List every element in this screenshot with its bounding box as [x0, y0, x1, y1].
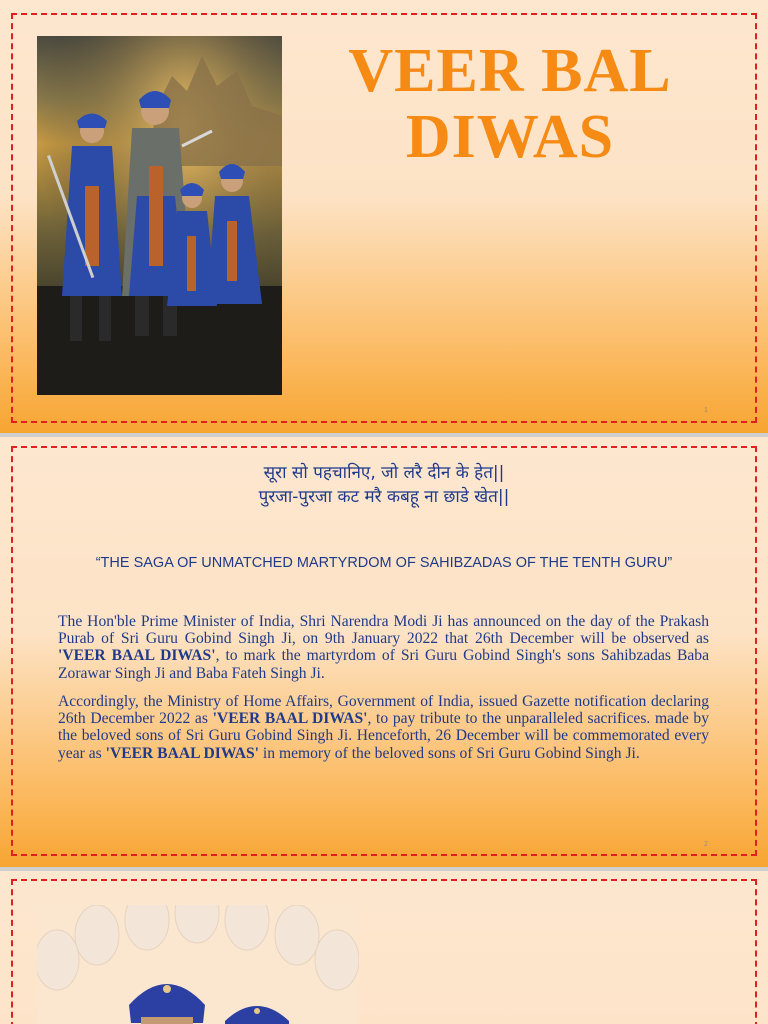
paragraph-1 — [58, 613, 709, 682]
paragraph-2-highlight-2: 'VEER BAAL DIWAS' — [105, 744, 260, 762]
paragraph-2 — [58, 693, 709, 762]
title-line-2: DIWAS — [405, 103, 615, 171]
paragraph-2-highlight-1: 'VEER BAAL DIWAS' — [212, 710, 368, 728]
paragraph-1-text-c: , to mark the martyrdom of Sri Guru Gobind Singh's sons Sahibzadas Baba Zorawar Singh Ji and Baba Fateh Singh Ji. — [58, 647, 709, 682]
sahibzadas-illustration — [37, 36, 282, 395]
page-number: 1 — [704, 407, 708, 414]
sahibzadas-portrait-image — [37, 905, 359, 1024]
hindi-verse-line-2: पुरजा-पुरजा कट मरै कबहू ना छाडे खेत|| — [258, 487, 510, 507]
paragraph-1-text-a: The Hon'ble Prime Minister of India, Shri Narendra Modi Ji has announced on the day of the Prakash Purab of Sri Guru Gobind Singh Ji, on 9th January 2022 that 26th December will be observed as — [58, 613, 709, 648]
title-line-1: VEER BAL — [348, 37, 672, 105]
hindi-verse-line-1: सूरा सो पहचानिए, जो लरै दीन के हेत|| — [263, 463, 505, 483]
slide-2 — [0, 437, 768, 867]
page-title — [300, 38, 720, 170]
paragraph-2-text-a: Accordingly, the Ministry of Home Affairs, Government of India, issued Gazette notification declaring 26th December 2022 as — [58, 693, 709, 728]
slide-1 — [0, 0, 768, 433]
paragraph-2-text-e: in memory of the beloved sons of Sri Guru Gobind Singh Ji. — [259, 744, 640, 762]
saga-heading: “THE SAGA OF UNMATCHED MARTYRDOM OF SAHIBZADAS OF THE TENTH GURU” — [95, 555, 673, 571]
page-number: 2 — [704, 841, 708, 848]
paragraph-1-highlight: 'VEER BAAL DIWAS' — [58, 647, 216, 665]
slide-3 — [0, 871, 768, 1024]
paragraph-2-text-c: , to pay tribute to the unparalleled sacrifices. made by the beloved sons of Sri Guru Gobind Singh Ji. Henceforth, 26 December will be commemorated every year as — [58, 710, 709, 762]
